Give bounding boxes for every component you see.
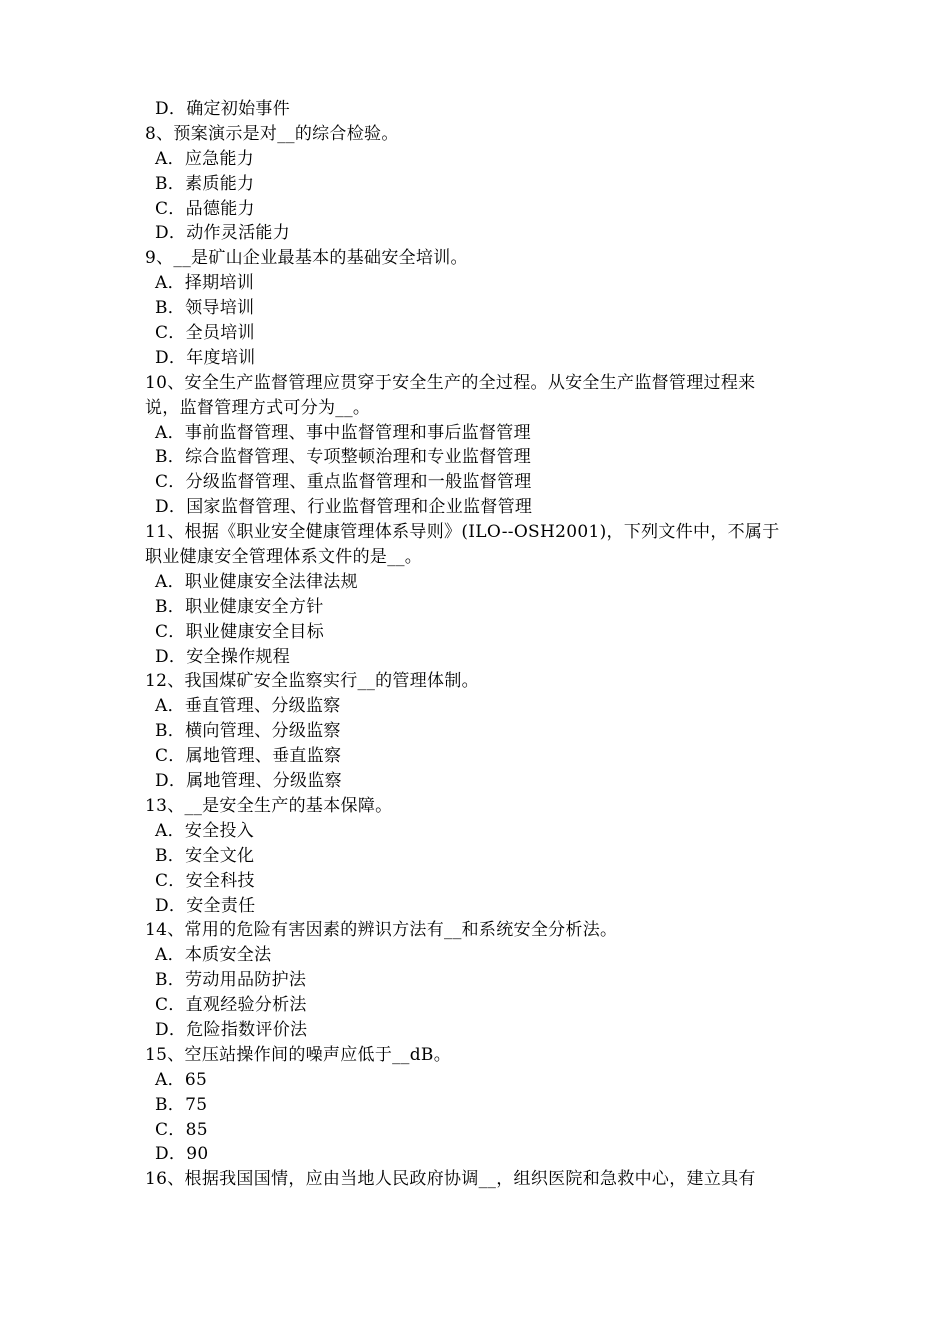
question-line: 12、我国煤矿安全监察实行__的管理体制。 xyxy=(145,671,479,692)
option-line: A．安全投入 xyxy=(155,820,255,841)
option-line: C．品德能力 xyxy=(155,198,255,219)
option-line: B．综合监督管理、专项整顿治理和专业监督管理 xyxy=(155,447,532,468)
option-line: D．安全责任 xyxy=(155,895,256,916)
question-line: 14、常用的危险有害因素的辨识方法有__和系统安全分析法。 xyxy=(145,920,618,941)
option-line: C．职业健康安全目标 xyxy=(155,621,325,642)
option-line: B．安全文化 xyxy=(155,845,255,866)
option-line: C．属地管理、垂直监察 xyxy=(155,746,342,767)
question-line: 职业健康安全管理体系文件的是__。 xyxy=(145,547,423,568)
option-line: C．分级监督管理、重点监督管理和一般监督管理 xyxy=(155,472,532,493)
option-line: D．危险指数评价法 xyxy=(155,1019,308,1040)
option-line: A．垂直管理、分级监察 xyxy=(155,696,341,717)
option-line: D．安全操作规程 xyxy=(155,646,291,667)
document-page xyxy=(145,97,815,1192)
question-line: 说，监督管理方式可分为__。 xyxy=(145,397,371,418)
option-line: D．90 xyxy=(155,1144,209,1165)
option-line: A．65 xyxy=(155,1069,208,1090)
question-line: 15、空压站操作间的噪声应低于__dB。 xyxy=(145,1044,452,1065)
option-line: B．劳动用品防护法 xyxy=(155,970,307,991)
question-line: 10、安全生产监督管理应贯穿于安全生产的全过程。从安全生产监督管理过程来 xyxy=(145,372,756,393)
question-line: 13、__是安全生产的基本保障。 xyxy=(145,795,393,816)
option-line: A．本质安全法 xyxy=(155,945,272,966)
option-line: D．属地管理、分级监察 xyxy=(155,771,342,792)
question-line: 8、预案演示是对__的综合检验。 xyxy=(145,123,399,144)
option-line: A．职业健康安全法律法规 xyxy=(155,571,358,592)
question-line: 11、根据《职业安全健康管理体系导则》(ILO--OSH2001)，下列文件中，不属于 xyxy=(145,522,780,543)
option-line: B．素质能力 xyxy=(155,173,255,194)
question-line: 9、__是矿山企业最基本的基础安全培训。 xyxy=(145,248,468,269)
option-line: B．领导培训 xyxy=(155,298,255,319)
option-line: A．择期培训 xyxy=(155,273,255,294)
option-line: C．安全科技 xyxy=(155,870,255,891)
option-line: B．职业健康安全方针 xyxy=(155,596,324,617)
option-line: C．全员培训 xyxy=(155,323,255,344)
option-line: C．直观经验分析法 xyxy=(155,995,307,1016)
question-line: 16、根据我国国情，应由当地人民政府协调__，组织医院和急救中心，建立具有 xyxy=(145,1169,756,1190)
option-line: D．年度培训 xyxy=(155,347,256,368)
option-line: B．横向管理、分级监察 xyxy=(155,721,341,742)
option-line: D．国家监督管理、行业监督管理和企业监督管理 xyxy=(155,497,533,518)
option-line: D．动作灵活能力 xyxy=(155,223,291,244)
option-line: B．75 xyxy=(155,1094,208,1115)
option-line: A．事前监督管理、事中监督管理和事后监督管理 xyxy=(155,422,531,443)
option-line: D．确定初始事件 xyxy=(155,99,291,119)
option-line: A．应急能力 xyxy=(155,148,255,169)
option-line: C．85 xyxy=(155,1119,208,1140)
